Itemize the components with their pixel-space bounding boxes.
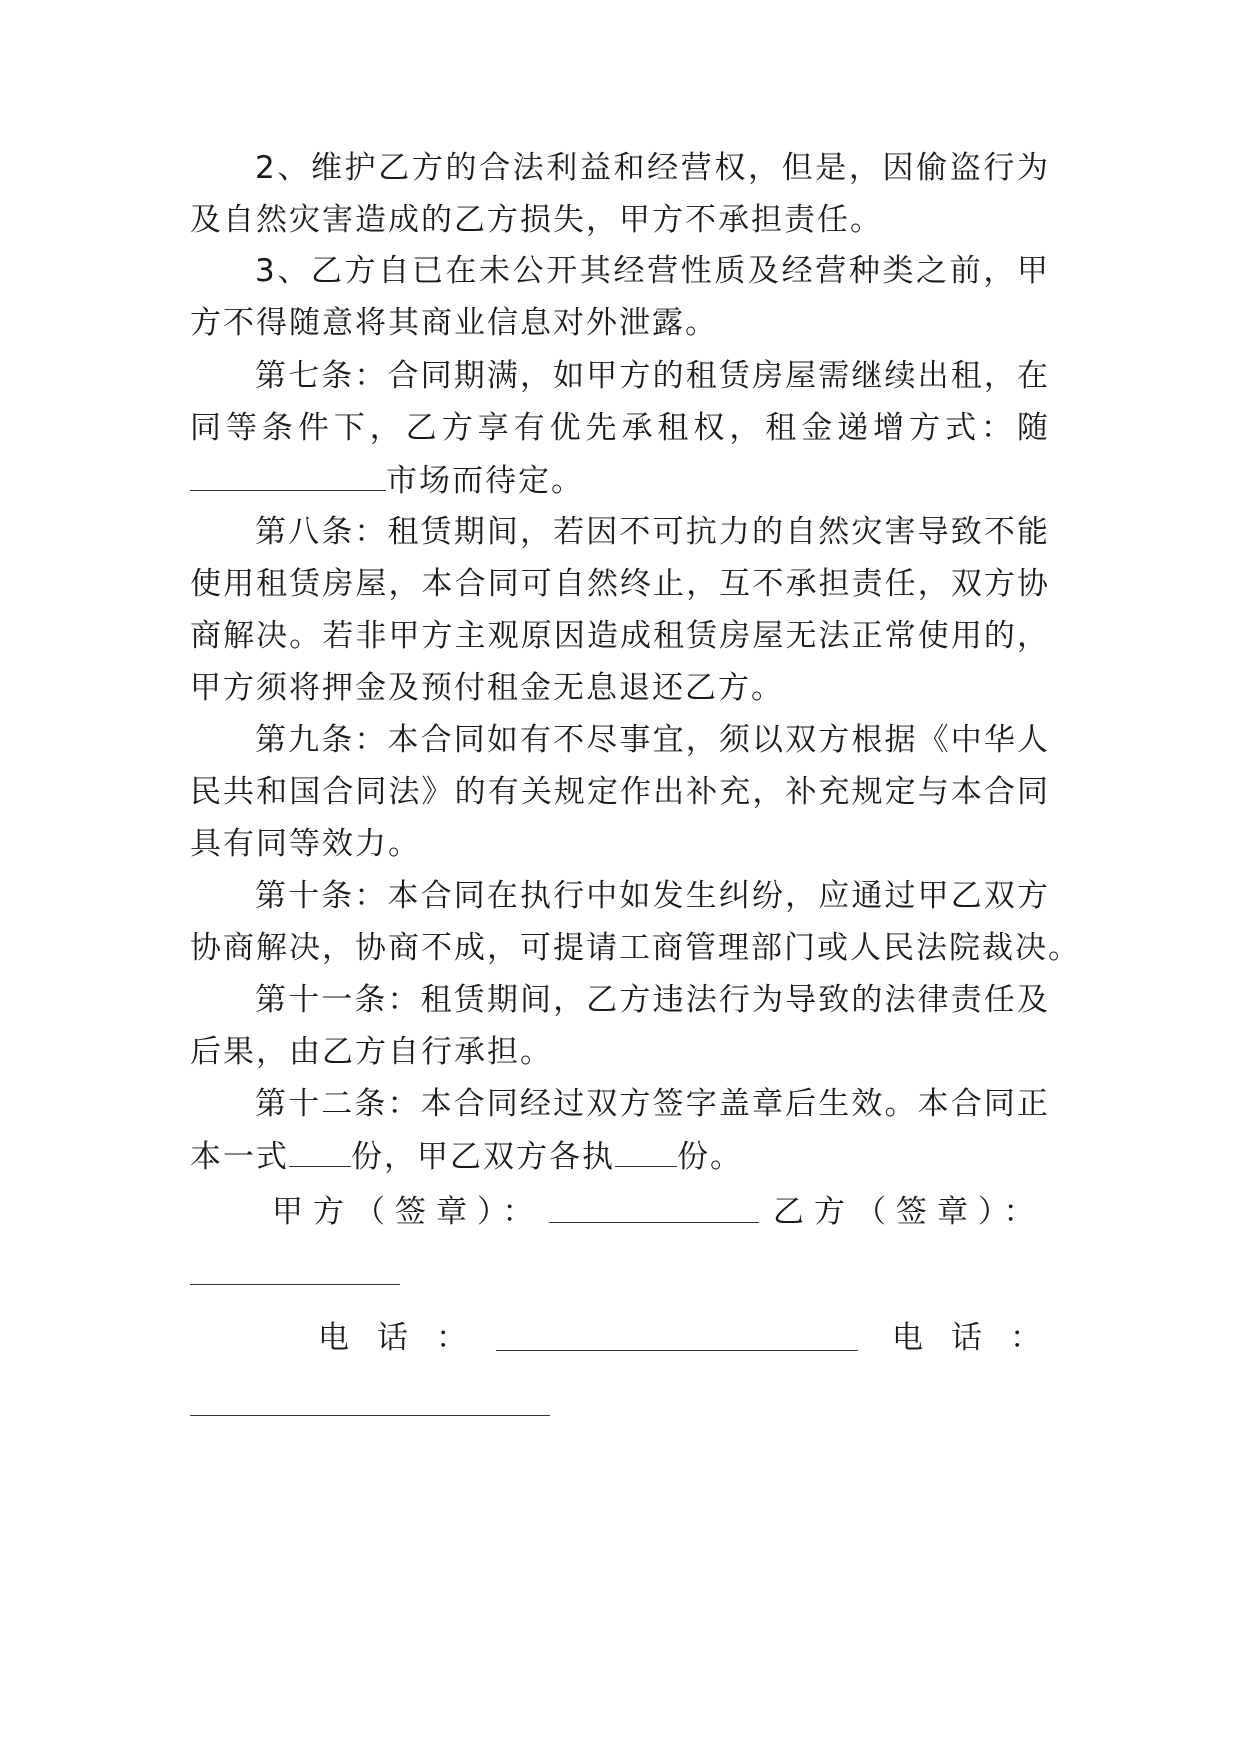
text-segment: 份。	[677, 1139, 743, 1175]
text-segment: 市场而待定。	[386, 463, 584, 499]
copies-total-blank	[289, 1136, 351, 1167]
party-a-signature-label: 甲方（签章）：	[272, 1194, 544, 1230]
party-a-phone-line	[496, 1350, 858, 1351]
copies-line	[190, 1136, 1050, 1177]
text-line: 协商解决，协商不成，可提请工商管理部门或人民法院裁决。	[190, 930, 1081, 966]
party-b-signature-label: 乙方（签章）：	[773, 1194, 1045, 1230]
text-line: 2、维护乙方的合法利益和经营权，但是，因偷盗行为	[255, 150, 1050, 186]
party-b-phone-line	[190, 1415, 550, 1416]
party-a-phone-label: 电话：	[318, 1320, 495, 1356]
party-a-signature-line	[549, 1222, 759, 1223]
text-line: 甲方须将押金及预付租金无息退还乙方。	[190, 670, 784, 706]
text-segment: 本一式	[190, 1139, 289, 1175]
text-line: 同等条件下，乙方享有优先承租权，租金递增方式：随	[190, 410, 1050, 446]
blank-field	[190, 460, 386, 491]
text-line: 具有同等效力。	[190, 826, 421, 862]
text-line: 方不得随意将其商业信息对外泄露。	[190, 305, 718, 341]
text-line: 及自然灾害造成的乙方损失，甲方不承担责任。	[190, 202, 883, 238]
text-line: 民共和国合同法》的有关规定作出补充，补充规定与本合同	[190, 774, 1050, 810]
text-line	[190, 460, 1050, 501]
party-b-signature-line	[190, 1284, 400, 1285]
clause-11-heading: 第十一条：租赁期间，乙方违法行为导致的法律责任及	[255, 982, 1050, 1018]
text-line: 后果，由乙方自行承担。	[190, 1034, 553, 1070]
text-line: 商解决。若非甲方主观原因造成租赁房屋无法正常使用的，	[190, 618, 1050, 654]
copies-each-blank	[615, 1136, 677, 1167]
clause-9-heading: 第九条：本合同如有不尽事宜，须以双方根据《中华人	[255, 722, 1050, 758]
clause-12-heading: 第十二条：本合同经过双方签字盖章后生效。本合同正	[255, 1086, 1050, 1122]
clause-7-heading: 第七条：合同期满，如甲方的租赁房屋需继续出租，在	[255, 358, 1050, 394]
text-segment: 份，甲乙双方各执	[351, 1139, 615, 1175]
text-line: 3、乙方自已在未公开其经营性质及经营种类之前，甲	[255, 253, 1050, 289]
clause-8-heading: 第八条：租赁期间，若因不可抗力的自然灾害导致不能	[255, 514, 1050, 550]
party-b-phone-label: 电话：	[892, 1320, 1069, 1356]
text-line: 使用租赁房屋，本合同可自然终止，互不承担责任，双方协	[190, 566, 1050, 602]
clause-10-heading: 第十条：本合同在执行中如发生纠纷，应通过甲乙双方	[255, 878, 1050, 914]
